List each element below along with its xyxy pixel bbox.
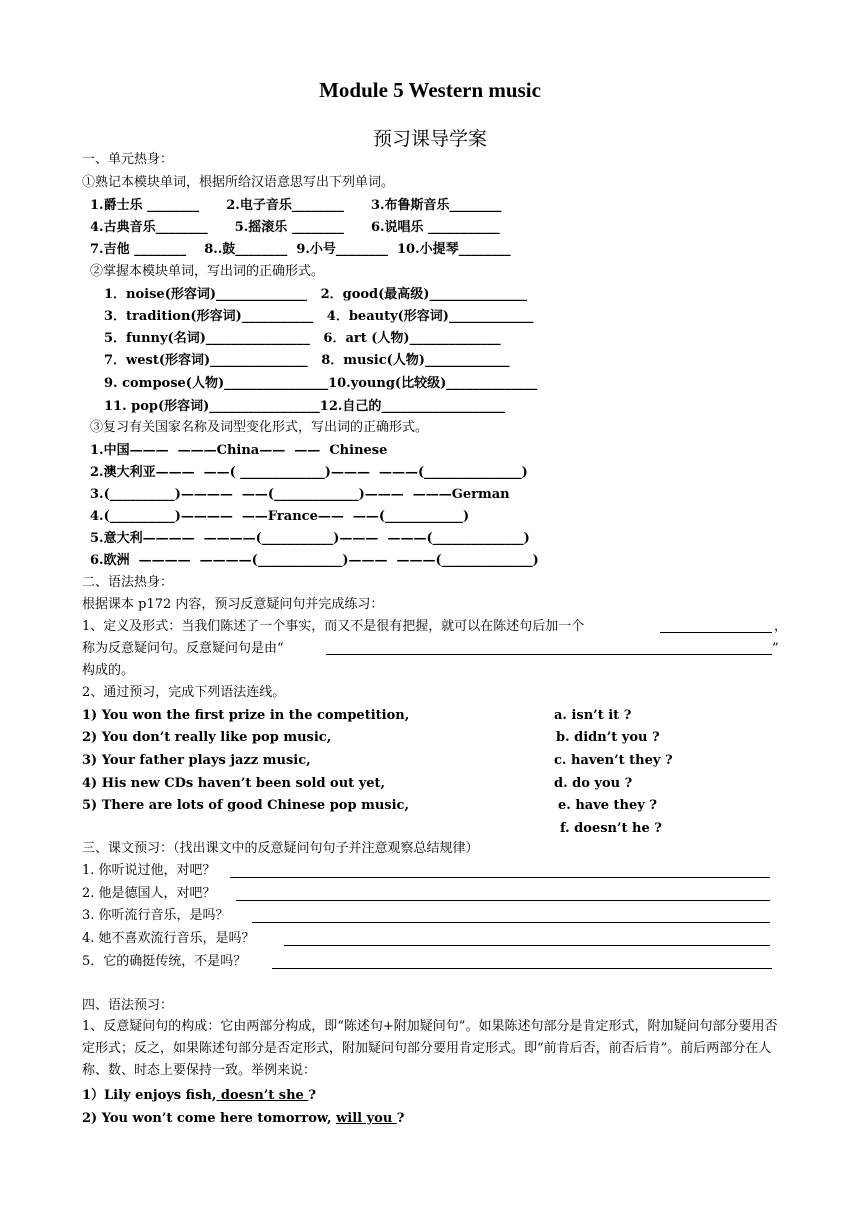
word-line-1: 1.爵士乐 ________ 2.电子音乐________ 3.布鲁斯音乐________ xyxy=(90,198,502,213)
matching-right-item: b. didn’t you ? xyxy=(556,730,660,745)
matching-left-item: 1) You won the first prize in the competition, xyxy=(82,708,410,723)
form-line-3: 5．funny(名词)________________ 6．art (人物)______________ xyxy=(104,331,501,346)
answer-blank xyxy=(326,654,772,655)
country-line-6: 6.欧洲 ———— ————(_____________)——— ———(______________) xyxy=(90,553,539,568)
example-1-tag: doesn’t she xyxy=(216,1088,309,1103)
section-1-instruction-3: ③复习有关国家名称及词型变化形式，写出词的正确形式。 xyxy=(90,420,429,435)
section-3-heading: 三、课文预习：（找出课文中的反意疑问句句子并注意观察总结规律） xyxy=(82,841,479,856)
matching-right-item: f. doesn’t he ? xyxy=(560,821,662,836)
example-1-statement: 1）Lily enjoys fish, xyxy=(82,1088,217,1103)
definition-line-2: 称为反意疑问句。反意疑问句是由“ xyxy=(82,641,284,656)
form-line-1: 1．noise(形容词)______________ 2．good(最高级)_______________ xyxy=(104,287,527,302)
example-2-end: ? xyxy=(396,1111,405,1126)
answer-line xyxy=(230,877,770,878)
section-4-heading: 四、语法预习： xyxy=(82,998,174,1013)
country-line-4: 4.(__________)———— ——France—— ——(____________) xyxy=(90,509,470,524)
matching-right-item: c. haven’t they ? xyxy=(554,753,673,768)
translation-item: 1. 你听说过他，对吧？ xyxy=(82,863,216,878)
form-line-4: 7．west(形容词)_______________ 8．music(人物)_____________ xyxy=(104,353,510,368)
matching-left-item: 2) You don’t really like pop music, xyxy=(82,730,332,745)
translation-item: 5．它的确挺传统，不是吗？ xyxy=(82,954,247,969)
page-title: Module 5 Western music xyxy=(319,78,541,102)
section-1-instruction-1: ①熟记本模块单词，根据所给汉语意思写出下列单词。 xyxy=(82,175,395,190)
translation-item: 3. 你听流行音乐，是吗？ xyxy=(82,908,229,923)
country-line-5: 5.意大利———— ————(___________)——— ———(______________) xyxy=(90,531,530,546)
word-line-3: 7.吉他 ________ 8..鼓________ 9.小号________ 10.小提琴________ xyxy=(90,242,511,257)
form-line-5: 9. compose(人物)________________10.young(比较级)______________ xyxy=(104,376,538,391)
grammar-explanation: 1、反意疑问句的构成：它由两部分构成，即“陈述句+附加疑问句”。如果陈述句部分是肯定形式，附加疑问句部分要用否定形式；反之，如果陈述句部分是否定形式，附加疑问句部分要用肯定形式。即“前肯后否，前否后肯”。前后两部分在人称、数、时态上要保持一致。举例来说： xyxy=(82,1019,778,1078)
answer-blank xyxy=(660,632,772,633)
section-2-heading: 二、语法热身： xyxy=(82,575,174,590)
example-2-statement: 2) You won’t come here tomorrow, xyxy=(82,1111,337,1126)
answer-line xyxy=(284,945,770,946)
definition-line-1: 1、定义及形式：当我们陈述了一个事实，而又不是很有把握，就可以在陈述句后加一个 xyxy=(82,619,585,634)
page-subtitle: 预习课导学案 xyxy=(372,128,487,150)
section-2-intro: 根据课本 p172 内容，预习反意疑问句并完成练习： xyxy=(82,597,384,612)
word-line-2: 4.古典音乐________ 5.摇滚乐 ________ 6.说唱乐 ___________ xyxy=(90,220,500,235)
translation-item: 4. 她不喜欢流行音乐，是吗？ xyxy=(82,931,255,946)
country-line-2: 2.澳大利亚——— ——( _____________)——— ———(_______________) xyxy=(90,465,528,480)
matching-left-item: 5) There are lots of good Chinese pop music, xyxy=(82,798,409,813)
section-1-instruction-2: ②掌握本模块单词，写出词的正确形式。 xyxy=(90,264,325,279)
answer-line xyxy=(272,968,772,969)
country-line-1: 1.中国——— ———China—— —— Chinese xyxy=(90,443,388,458)
comma-mark: ， xyxy=(774,619,788,634)
matching-right-item: e. have they ? xyxy=(558,798,657,813)
example-2-tag: will you xyxy=(336,1111,397,1126)
matching-right-item: a. isn’t it ? xyxy=(554,708,632,723)
example-1-end: ? xyxy=(308,1088,316,1103)
matching-instruction: 2、通过预习，完成下列语法连线。 xyxy=(82,685,286,700)
matching-left-item: 3) Your father plays jazz music, xyxy=(82,753,311,768)
example-2 xyxy=(82,1111,404,1127)
matching-right-item: d. do you ? xyxy=(554,776,633,791)
matching-left-item: 4) His new CDs haven’t been sold out yet, xyxy=(82,776,386,791)
close-quote-mark: ” xyxy=(772,641,779,656)
form-line-2: 3．tradition(形容词)___________ 4．beauty(形容词)_____________ xyxy=(104,309,534,324)
example-1 xyxy=(82,1088,316,1104)
definition-line-3: 构成的。 xyxy=(82,663,135,678)
form-line-6: 11. pop(形容词)_________________12.自己的___________________ xyxy=(104,399,505,414)
section-1-heading: 一、单元热身： xyxy=(82,152,174,167)
country-line-3: 3.(__________)———— ——(_____________)——— ———German xyxy=(90,487,510,502)
translation-item: 2. 他是德国人，对吧？ xyxy=(82,886,216,901)
answer-line xyxy=(236,900,770,901)
answer-line xyxy=(252,922,770,923)
